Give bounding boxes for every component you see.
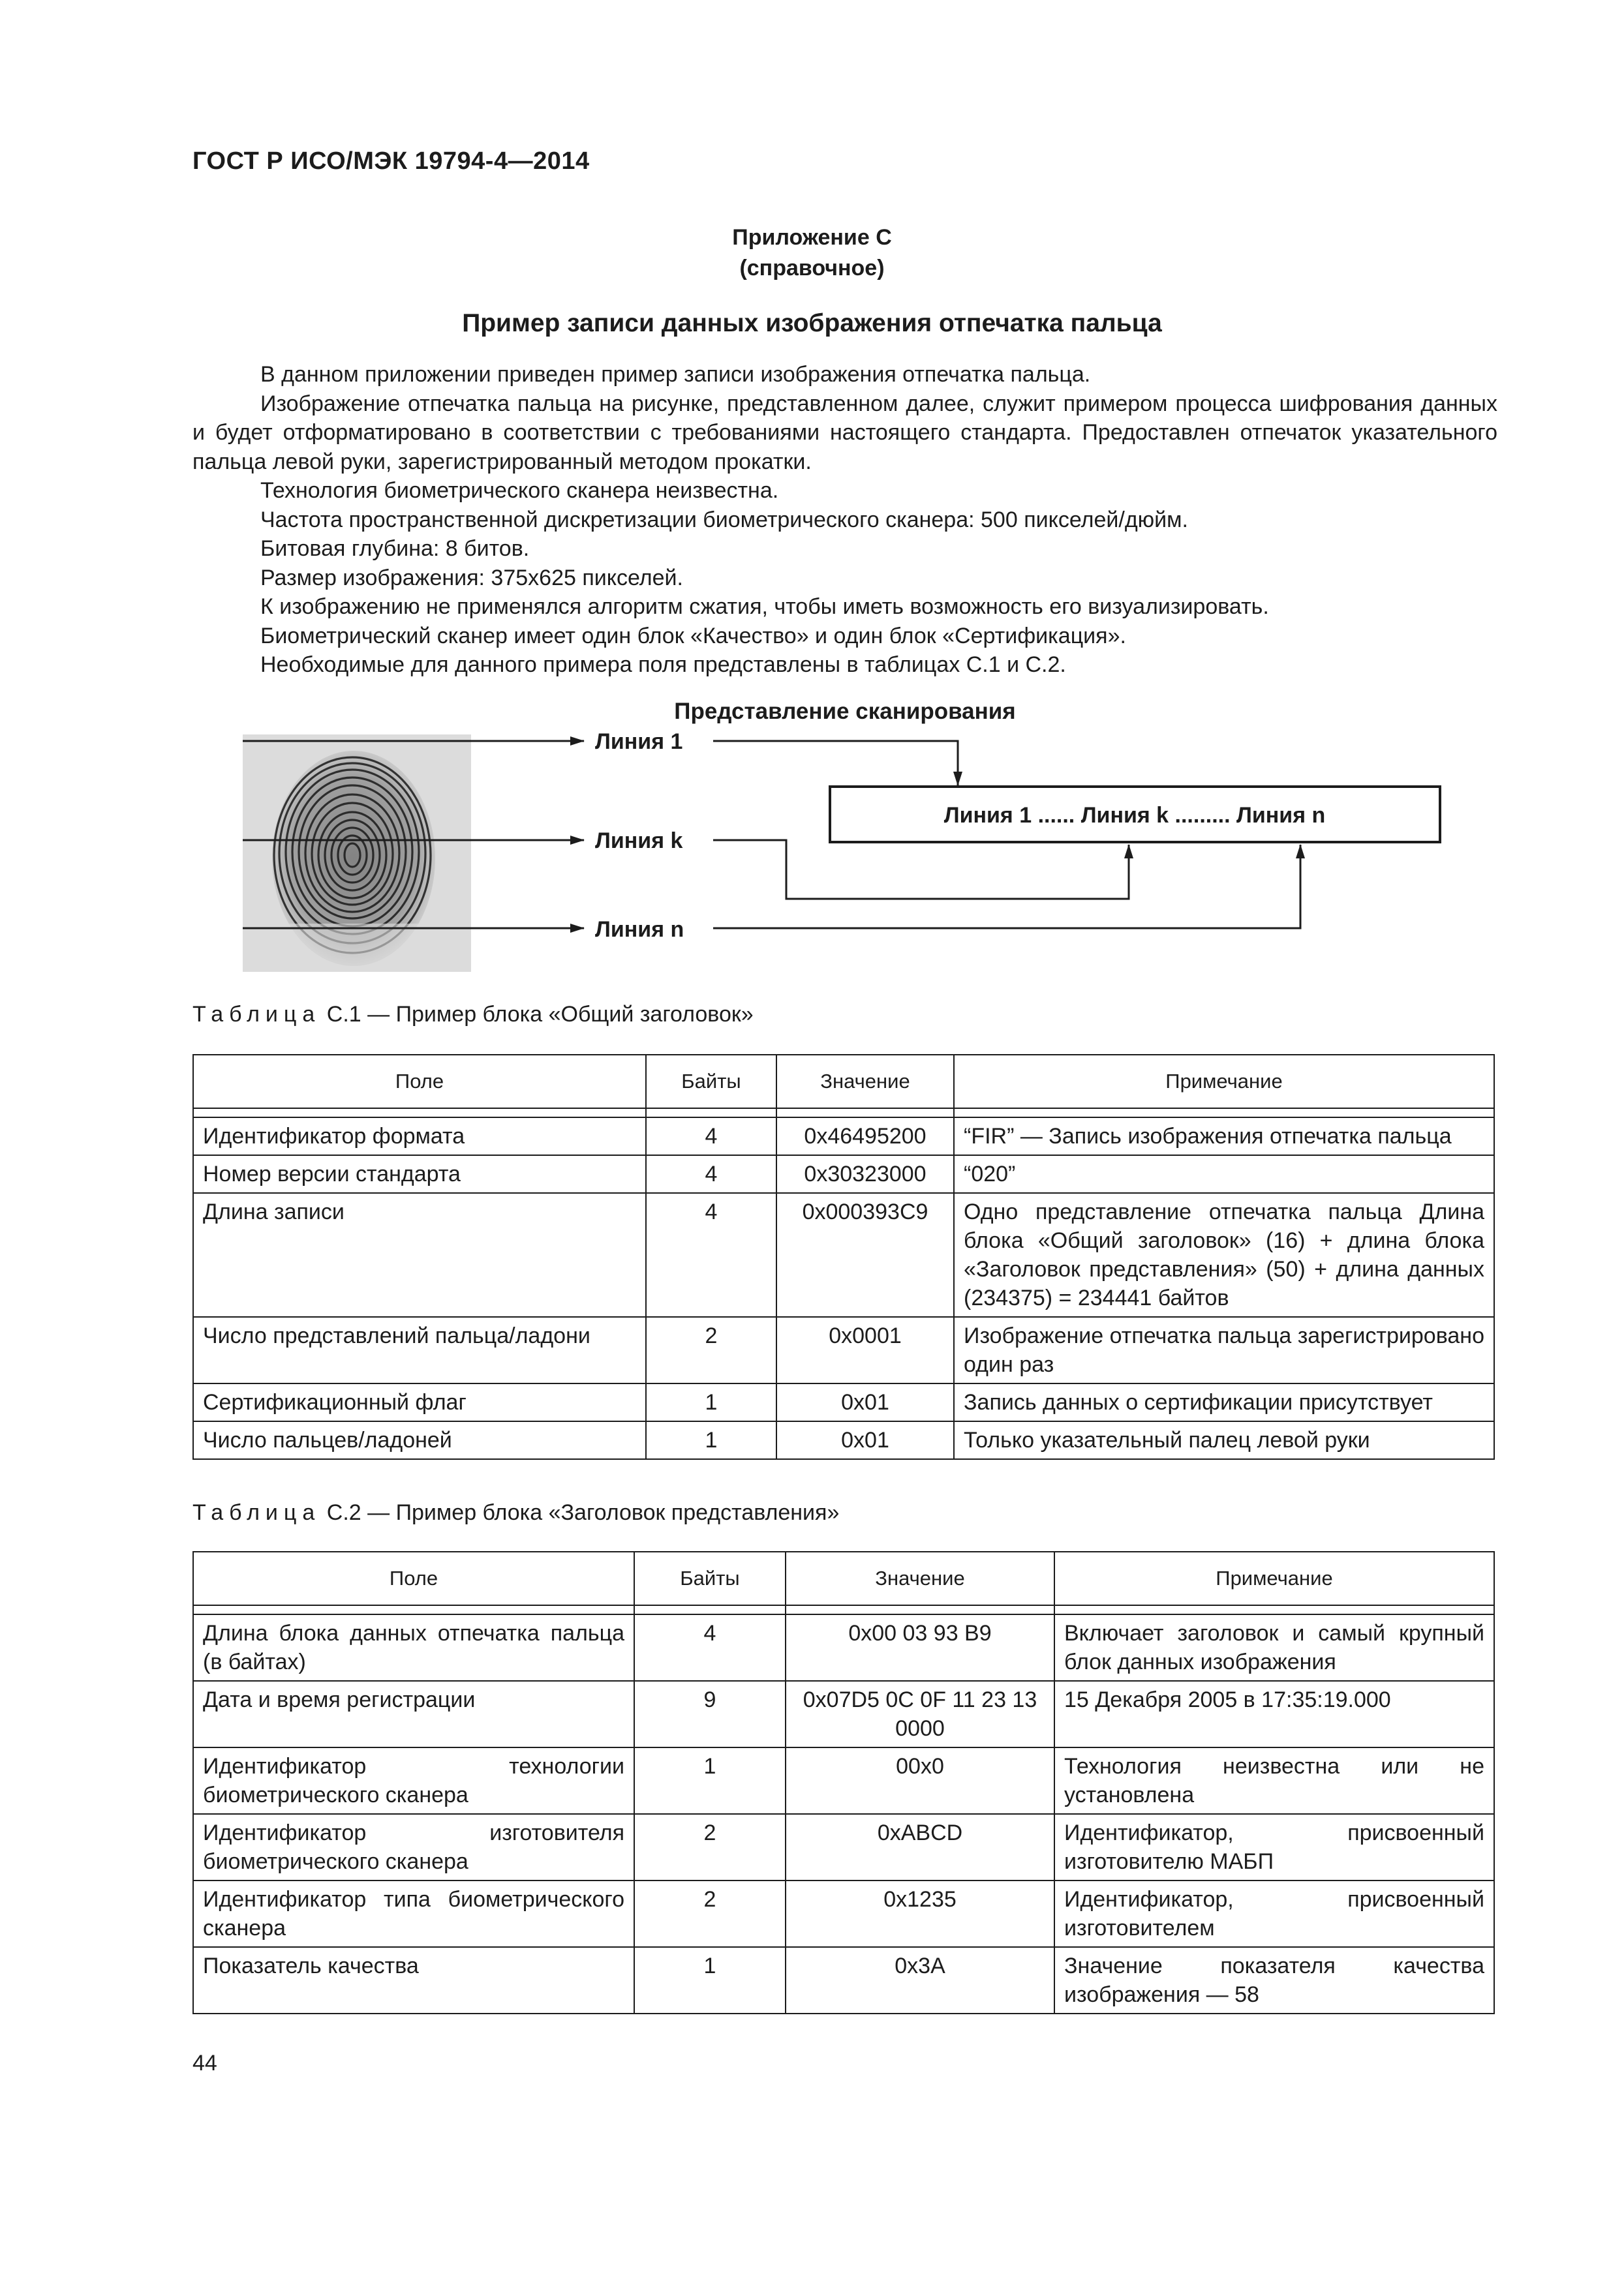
caption-text: С.1 — Пример блока «Общий заголовок» bbox=[326, 1002, 754, 1027]
cell-field: Сертификационный флаг bbox=[193, 1383, 646, 1421]
table-header-row bbox=[193, 1055, 1494, 1108]
cell-bytes: 2 bbox=[634, 1881, 786, 1947]
cell-value: 0x01 bbox=[776, 1421, 954, 1459]
table-row bbox=[193, 1814, 1494, 1881]
cell-field: Число представлений пальца/ладони bbox=[193, 1317, 646, 1383]
cell-note: Идентификатор, присвоенный изготовителю МАБП bbox=[1054, 1814, 1494, 1881]
appendix-label: Приложение С bbox=[732, 225, 892, 250]
col-header: Байты bbox=[646, 1055, 776, 1108]
table-row bbox=[193, 1614, 1494, 1681]
cell-bytes: 9 bbox=[634, 1681, 786, 1747]
table-row bbox=[193, 1117, 1494, 1155]
cell-field: Номер версии стандарта bbox=[193, 1155, 646, 1193]
table-row bbox=[193, 1747, 1494, 1814]
table-row bbox=[193, 1317, 1494, 1383]
paragraph: Технология биометрического сканера неизвестна. bbox=[260, 478, 779, 503]
cell-field: Идентификатор изготовителя биометрического сканера bbox=[193, 1814, 634, 1881]
table-row bbox=[193, 1193, 1494, 1317]
cell-note: Идентификатор, присвоенный изготовителем bbox=[1054, 1881, 1494, 1947]
cell-field: Показатель качества bbox=[193, 1947, 634, 2014]
cell-value: 0x3A bbox=[786, 1947, 1054, 2014]
col-header: Поле bbox=[193, 1055, 646, 1108]
cell-value: 0x1235 bbox=[786, 1881, 1054, 1947]
cell-bytes: 1 bbox=[634, 1947, 786, 2014]
col-header: Байты bbox=[634, 1552, 786, 1605]
cell-bytes: 4 bbox=[634, 1614, 786, 1681]
cell-bytes: 4 bbox=[646, 1155, 776, 1193]
label-line-n: Линия n bbox=[595, 917, 684, 942]
cell-bytes: 4 bbox=[646, 1117, 776, 1155]
paragraph: В данном приложении приведен пример записи изображения отпечатка пальца. bbox=[260, 362, 1091, 387]
col-header: Значение bbox=[776, 1055, 954, 1108]
cell-value: 0x0001 bbox=[776, 1317, 954, 1383]
cell-value: 0x30323000 bbox=[776, 1155, 954, 1193]
col-header: Примечание bbox=[1054, 1552, 1494, 1605]
caption-text: С.2 — Пример блока «Заголовок представления» bbox=[326, 1500, 840, 1525]
cell-field: Идентификатор формата bbox=[193, 1117, 646, 1155]
cell-note: 15 Декабря 2005 в 17:35:19.000 bbox=[1054, 1681, 1494, 1747]
table-row bbox=[193, 1383, 1494, 1421]
cell-field: Идентификатор типа биометрического сканера bbox=[193, 1881, 634, 1947]
cell-note: Только указательный палец левой руки bbox=[954, 1421, 1494, 1459]
cell-bytes: 1 bbox=[646, 1383, 776, 1421]
cell-value: 0x00 03 93 B9 bbox=[786, 1614, 1054, 1681]
table1 bbox=[192, 1054, 1495, 1460]
cell-value: 0x07D5 0C 0F 11 23 13 0000 bbox=[786, 1681, 1054, 1747]
col-header: Примечание bbox=[954, 1055, 1494, 1108]
paragraph: Размер изображения: 375x625 пикселей. bbox=[260, 565, 683, 590]
diagram-title: Представление сканирования bbox=[674, 699, 1016, 724]
paragraph: Частота пространственной дискретизации биометрического сканера: 500 пикселей/дюйм. bbox=[260, 507, 1188, 532]
header-separator bbox=[193, 1605, 1494, 1614]
scan-order-text: Линия 1 ...... Линия k ......... Линия n bbox=[943, 803, 1326, 828]
paragraph: Биометрический сканер имеет один блок «Качество» и один блок «Сертификация». bbox=[260, 623, 1126, 648]
col-header: Значение bbox=[786, 1552, 1054, 1605]
cell-value: 0x46495200 bbox=[776, 1117, 954, 1155]
paragraph: Необходимые для данного примера поля представлены в таблицах С.1 и С.2. bbox=[260, 652, 1066, 677]
appendix-type: (справочное) bbox=[739, 256, 885, 280]
cell-value: 0xABCD bbox=[786, 1814, 1054, 1881]
cell-value: 0x01 bbox=[776, 1383, 954, 1421]
cell-note: “FIR” — Запись изображения отпечатка пальца bbox=[954, 1117, 1494, 1155]
label-line-k: Линия k bbox=[595, 828, 683, 853]
cell-note: Запись данных о сертификации присутствует bbox=[954, 1383, 1494, 1421]
col-header: Поле bbox=[193, 1552, 634, 1605]
connector-line-k bbox=[713, 840, 1129, 899]
table1-caption bbox=[192, 1002, 754, 1027]
caption-prefix: Таблица bbox=[192, 1500, 321, 1525]
cell-note: Изображение отпечатка пальца зарегистрировано один раз bbox=[954, 1317, 1494, 1383]
connector-line-1 bbox=[713, 741, 958, 785]
header-separator bbox=[193, 1108, 1494, 1117]
cell-value: 0x000393C9 bbox=[776, 1193, 954, 1317]
table-row bbox=[193, 1421, 1494, 1459]
cell-bytes: 2 bbox=[646, 1317, 776, 1383]
cell-note: Включает заголовок и самый крупный блок данных изображения bbox=[1054, 1614, 1494, 1681]
table-row bbox=[193, 1681, 1494, 1747]
paragraph: К изображению не применялся алгоритм сжатия, чтобы иметь возможность его визуализировать. bbox=[260, 594, 1269, 619]
appendix-title: Пример записи данных изображения отпечатка пальца bbox=[462, 309, 1162, 337]
cell-value: 00x0 bbox=[786, 1747, 1054, 1814]
cell-bytes: 2 bbox=[634, 1814, 786, 1881]
caption-prefix: Таблица bbox=[192, 1002, 321, 1027]
table-row bbox=[193, 1155, 1494, 1193]
cell-note: Одно представление отпечатка пальца Длина блока «Общий заголовок» (16) + длина блока «Заголовок представления» (50) + длина данных (234375) = 234441 байтов bbox=[954, 1193, 1494, 1317]
page-number: 44 bbox=[192, 2051, 217, 2076]
cell-note: Технология неизвестна или не установлена bbox=[1054, 1747, 1494, 1814]
cell-field: Число пальцев/ладоней bbox=[193, 1421, 646, 1459]
cell-field: Длина блока данных отпечатка пальца (в байтах) bbox=[193, 1614, 634, 1681]
paragraph: Изображение отпечатка пальца на рисунке, представленном далее, служит примером процесса шифрования данных и будет отформатировано в соответствии с требованиями настоящего стандарта. Предоставлен отпечаток указательного пальца левой руки, зарегистрированный методом прокатки. bbox=[192, 391, 1497, 474]
table2-caption bbox=[192, 1500, 839, 1526]
standard-number: ГОСТ Р ИСО/МЭК 19794-4—2014 bbox=[192, 147, 590, 175]
scan-diagram bbox=[0, 0, 1624, 978]
cell-field: Идентификатор технологии биометрического сканера bbox=[193, 1747, 634, 1814]
cell-bytes: 1 bbox=[634, 1747, 786, 1814]
cell-field: Длина записи bbox=[193, 1193, 646, 1317]
cell-bytes: 1 bbox=[646, 1421, 776, 1459]
table-row bbox=[193, 1881, 1494, 1947]
label-line-1: Линия 1 bbox=[595, 729, 683, 754]
table-header-row bbox=[193, 1552, 1494, 1605]
cell-note: “020” bbox=[954, 1155, 1494, 1193]
connector-line-n bbox=[713, 845, 1300, 928]
cell-field: Дата и время регистрации bbox=[193, 1681, 634, 1747]
cell-bytes: 4 bbox=[646, 1193, 776, 1317]
paragraph: Битовая глубина: 8 битов. bbox=[260, 536, 530, 561]
table2 bbox=[192, 1551, 1495, 2014]
table-row bbox=[193, 1947, 1494, 2014]
cell-note: Значение показателя качества изображения — 58 bbox=[1054, 1947, 1494, 2014]
